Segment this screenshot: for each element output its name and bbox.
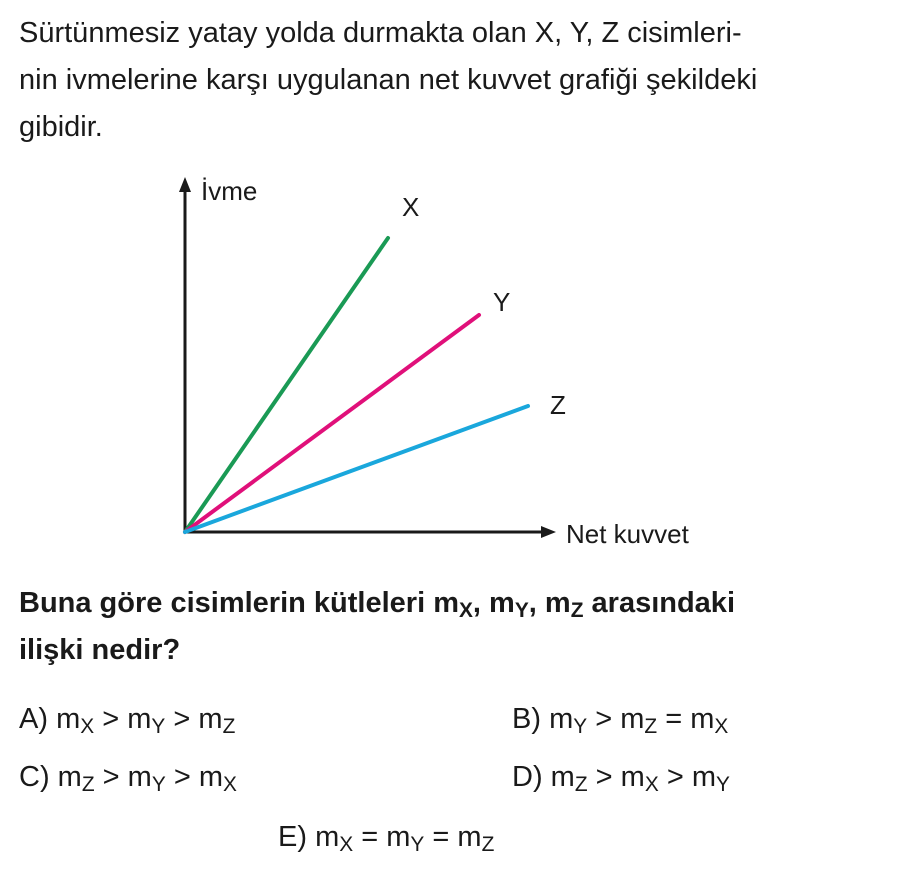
prompt-suffix: arasındaki <box>583 587 735 619</box>
mass-term-x: $m_X$ <box>690 703 729 739</box>
relation-operator: > <box>94 761 128 793</box>
relation-operator: = <box>353 821 387 853</box>
prompt-prefix: Buna göre cisimlerin kütleleri <box>19 587 434 619</box>
relation-operator: > <box>165 703 199 735</box>
relation-operator: = <box>424 821 458 853</box>
mass-subscript: Y <box>410 833 425 857</box>
option-d[interactable] <box>512 760 730 797</box>
y-axis-label: İvme <box>201 176 258 206</box>
x-axis-arrow-icon <box>541 526 556 538</box>
mass-subscript: Y <box>573 715 588 739</box>
option-label: E) <box>278 821 316 853</box>
option-b[interactable] <box>512 702 729 739</box>
mass-subscript: Z <box>222 715 236 739</box>
stem-line-3: gibidir. <box>19 111 103 143</box>
mass-term-x: $m_X$ <box>620 761 659 797</box>
y-axis <box>179 176 257 532</box>
mass-subscript: X <box>223 773 237 797</box>
series-label-y: Y <box>493 287 511 317</box>
series-line-x <box>185 238 388 532</box>
series-line-z <box>185 406 528 532</box>
mass-subscript-y: Y <box>514 599 529 623</box>
option-label: B) <box>512 703 550 735</box>
mass-subscript: X <box>339 833 354 857</box>
mass-term-x: $m_X$ <box>56 703 95 739</box>
mass-subscript: Z <box>81 773 95 797</box>
option-label: D) <box>512 761 551 793</box>
mass-term-x: $m_X$ <box>198 761 237 797</box>
mass-term-y: $m_Y$ <box>691 761 730 797</box>
mass-subscript: Y <box>151 715 166 739</box>
series-label-z: Z <box>550 390 566 420</box>
option-a[interactable] <box>19 702 236 739</box>
mass-symbol-z: $m_Z$ <box>544 587 584 623</box>
question-prompt <box>19 580 889 674</box>
mass-list: $m_X$, $m_Y$, $m_Z$ <box>433 587 584 623</box>
option-label: A) <box>19 703 57 735</box>
mass-term-y: $m_Y$ <box>127 761 166 797</box>
mass-symbol-x: $m_X$ <box>433 587 473 623</box>
series-layer <box>185 192 566 532</box>
option-label: C) <box>19 761 58 793</box>
mass-term-z: $m_Z$ <box>620 703 658 739</box>
mass-subscript: Z <box>644 715 658 739</box>
option-c[interactable] <box>19 760 237 797</box>
series-label-x: X <box>402 192 420 222</box>
relation-operator: > <box>587 761 621 793</box>
mass-term-y: $m_Y$ <box>549 703 588 739</box>
mass-subscript: X <box>644 773 659 797</box>
mass-subscript: X <box>80 715 95 739</box>
x-axis <box>185 519 690 549</box>
stem-line-2: nin ivmelerine karşı uygulanan net kuvvet grafiği şekildeki <box>19 64 758 96</box>
mass-subscript-z: Z <box>570 599 584 623</box>
mass-subscript-x: X <box>458 599 473 623</box>
prompt-line-1 <box>19 580 889 627</box>
mass-subscript: Z <box>481 833 495 857</box>
mass-term-x: $m_X$ <box>315 821 354 857</box>
relation-operator: > <box>94 703 128 735</box>
x-axis-label: Net kuvvet <box>566 519 689 549</box>
stem-line-1: Sürtünmesiz yatay yolda durmakta olan X, Y, Z cisimleri- <box>19 17 742 49</box>
relation-operator: > <box>587 703 621 735</box>
prompt-line-2: ilişki nedir? <box>19 634 181 666</box>
mass-term-z: $m_Z$ <box>198 703 236 739</box>
relation-operator: > <box>658 761 692 793</box>
mass-subscript: X <box>714 715 729 739</box>
mass-symbol-y: $m_Y$ <box>489 587 529 623</box>
relation-operator: = <box>657 703 691 735</box>
mass-term-z: $m_Z$ <box>57 761 95 797</box>
mass-term-z: $m_Z$ <box>457 821 495 857</box>
mass-subscript: Z <box>574 773 588 797</box>
mass-term-z: $m_Z$ <box>550 761 588 797</box>
relation-operator: > <box>165 761 199 793</box>
mass-term-y: $m_Y$ <box>386 821 425 857</box>
mass-subscript: Y <box>716 773 730 797</box>
series-line-y <box>185 315 479 532</box>
mass-subscript: Y <box>151 773 166 797</box>
mass-term-y: $m_Y$ <box>127 703 166 739</box>
option-e[interactable] <box>278 820 495 857</box>
y-axis-arrow-icon <box>179 177 191 192</box>
